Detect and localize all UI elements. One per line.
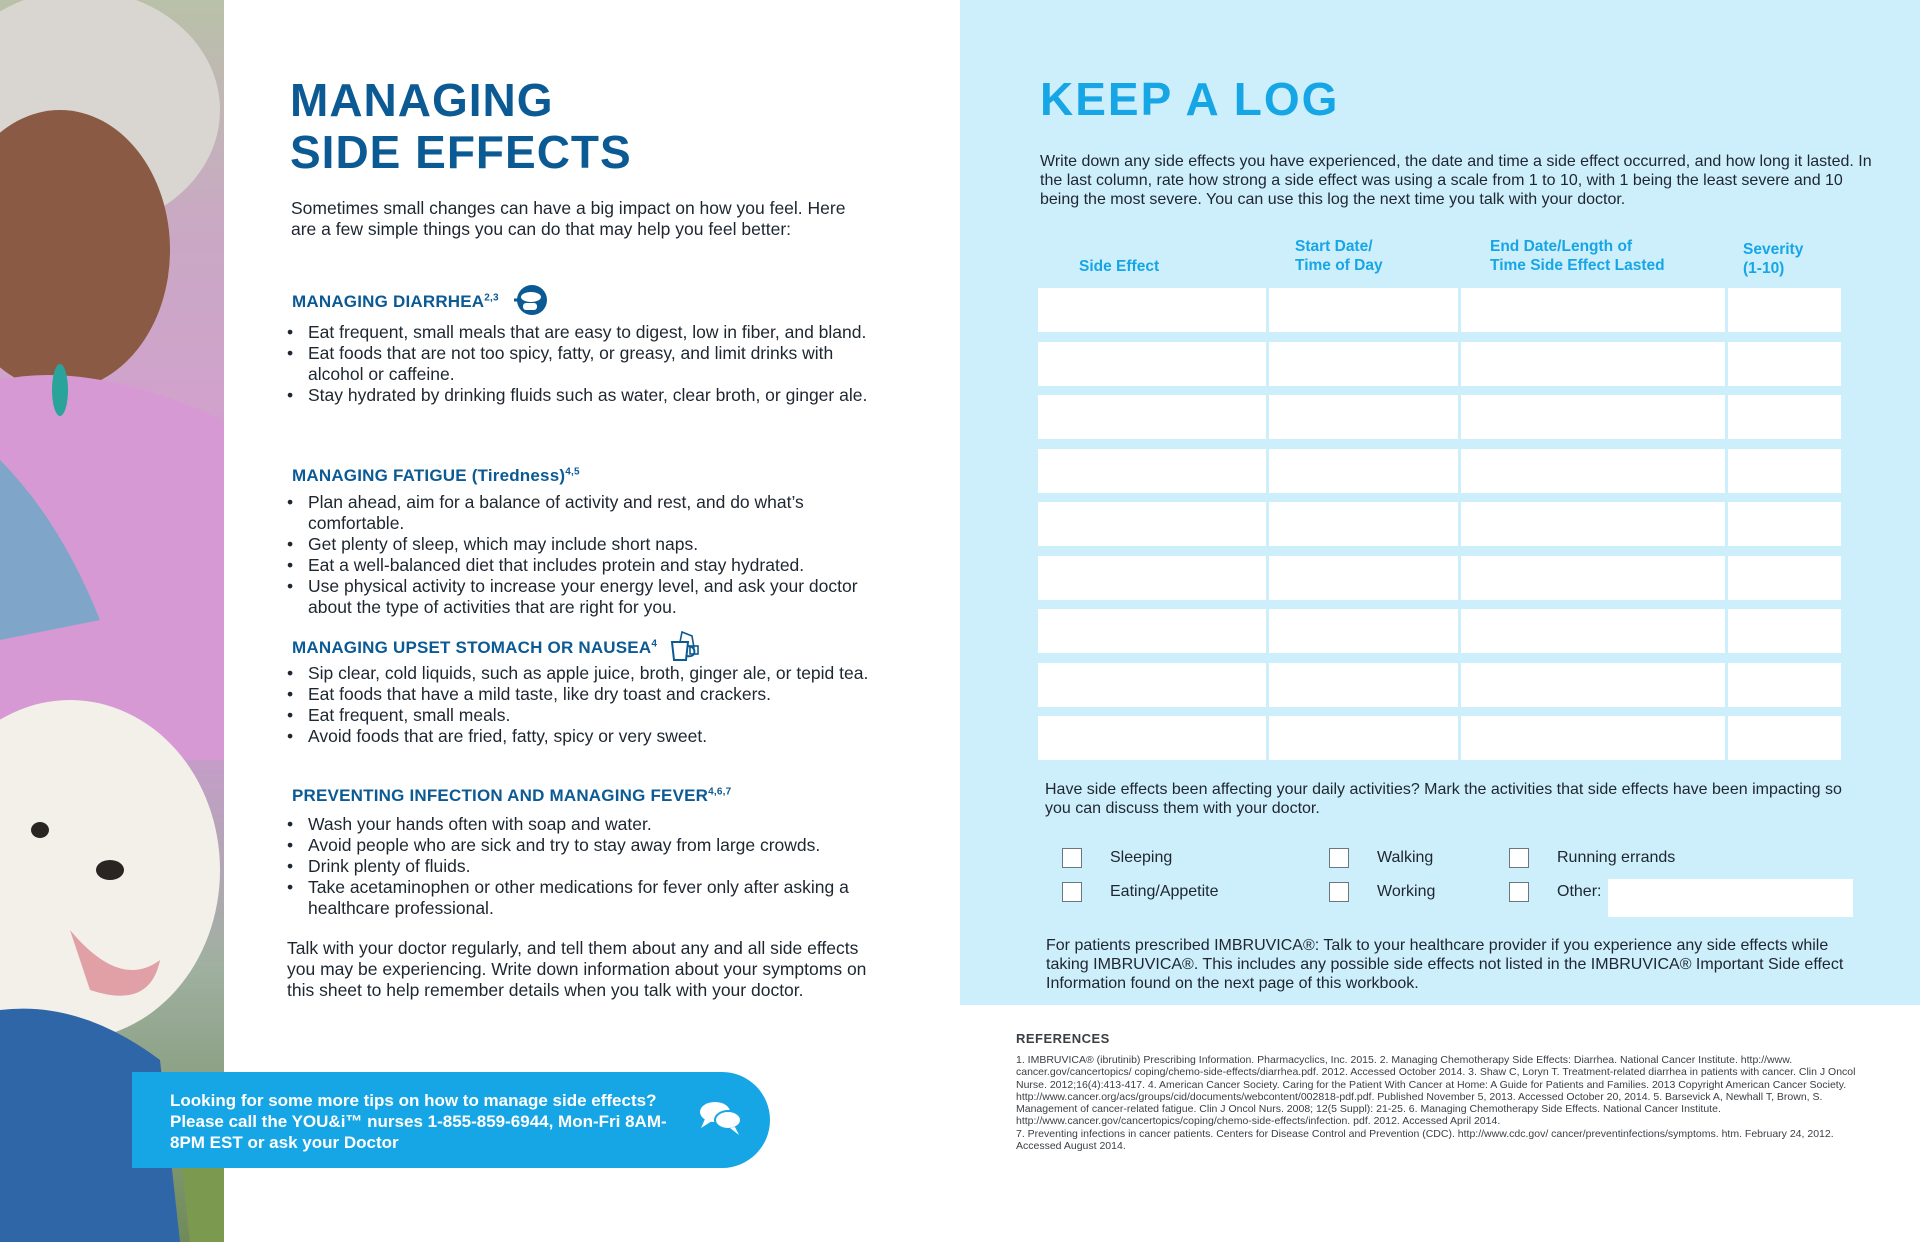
heading-infection-sup: 4,6,7 [708, 786, 732, 798]
table-row [1038, 663, 1841, 707]
other-activity-input[interactable] [1608, 879, 1853, 917]
log-intro: Write down any side effects you have experienced, the date and time a side effect occurred, and how long it lasted. In the last column, rate how strong a side effect was using a scale from 1 to 10, with 1 being the least severe and 10 being the most severe. You can use this log the next time you talk with your doctor. [1040, 153, 1872, 208]
checkbox-box[interactable] [1329, 848, 1349, 868]
photo-illustration [0, 0, 224, 1242]
cell-side-effect[interactable] [1038, 449, 1266, 493]
col-header-start [1295, 237, 1383, 275]
table-row [1038, 556, 1841, 600]
col-header-side-effect: Side Effect [1079, 258, 1160, 275]
tea-icon [668, 630, 702, 667]
cell-end[interactable] [1461, 609, 1725, 653]
cell-end[interactable] [1461, 395, 1725, 439]
cell-start[interactable] [1269, 342, 1458, 386]
title-line-1: MANAGING [290, 74, 554, 126]
heading-infection-text: PREVENTING INFECTION AND MANAGING FEVER [292, 786, 709, 805]
patient-photo [0, 0, 224, 1242]
list-item: • Take acetaminophen or other medications for fever only after asking a healthcare professional. [287, 877, 887, 919]
side-effect-log-table [1038, 288, 1841, 770]
cell-start[interactable] [1269, 663, 1458, 707]
cell-severity[interactable] [1728, 716, 1841, 760]
checkbox-working[interactable] [1329, 882, 1435, 902]
chat-bubbles-icon [697, 1098, 745, 1138]
checkbox-label: Walking [1377, 849, 1434, 866]
cell-severity[interactable] [1728, 502, 1841, 546]
cell-end[interactable] [1461, 502, 1725, 546]
list-item: • Eat a well-balanced diet that includes protein and stay hydrated. [287, 555, 887, 576]
cell-severity[interactable] [1728, 609, 1841, 653]
page-title-right: KEEP A LOG [1040, 73, 1340, 125]
intro-text: Sometimes small changes can have a big impact on how you feel. Here are a few simple things you can do that may help you feel better: [291, 198, 846, 239]
col-header-severity [1743, 240, 1803, 278]
table-row [1038, 449, 1841, 493]
cell-severity[interactable] [1728, 663, 1841, 707]
checkbox-label: Working [1377, 883, 1436, 900]
cell-side-effect[interactable] [1038, 556, 1266, 600]
col-header-end [1490, 237, 1665, 275]
checkbox-label: Running errands [1557, 849, 1676, 866]
table-row [1038, 502, 1841, 546]
col-header-end-line1: End Date/Length of [1490, 238, 1633, 255]
list-item: • Stay hydrated by drinking fluids such as water, clear broth, or ginger ale. [287, 385, 887, 406]
cell-side-effect[interactable] [1038, 663, 1266, 707]
list-item: • Use physical activity to increase your energy level, and ask your doctor about the type of activities that are right for you. [287, 576, 887, 618]
cell-start[interactable] [1269, 449, 1458, 493]
list-infection [287, 814, 887, 919]
list-item: • Eat frequent, small meals that are easy to digest, low in fiber, and bland. [287, 322, 887, 343]
references-heading: REFERENCES [1016, 1031, 1110, 1046]
cell-side-effect[interactable] [1038, 716, 1266, 760]
cell-start[interactable] [1269, 395, 1458, 439]
list-item: • Get plenty of sleep, which may include short naps. [287, 534, 887, 555]
col-header-severity-line2: (1-10) [1743, 260, 1785, 277]
col-header-start-line2: Time of Day [1295, 257, 1383, 274]
cell-start[interactable] [1269, 556, 1458, 600]
cell-severity[interactable] [1728, 395, 1841, 439]
cell-severity[interactable] [1728, 556, 1841, 600]
cell-start[interactable] [1269, 609, 1458, 653]
list-fatigue [287, 492, 887, 618]
checkbox-box[interactable] [1509, 848, 1529, 868]
list-diarrhea [287, 322, 887, 406]
heading-fatigue-sup: 4,5 [565, 466, 580, 478]
references-body [1016, 1054, 1866, 1152]
references-text-2: 7. Preventing infections in cancer patients. Centers for Disease Control and Prevention (CDC). http://www.cdc.gov/ cancer/preventinfections/symptoms. htm. February 24, 2012. Accessed August 2014. [1016, 1127, 1834, 1153]
cell-end[interactable] [1461, 663, 1725, 707]
table-row [1038, 342, 1841, 386]
checkbox-eating[interactable] [1062, 882, 1219, 902]
heading-nausea-sup: 4 [651, 638, 658, 650]
cell-side-effect[interactable] [1038, 288, 1266, 332]
list-item: • Avoid foods that are fried, fatty, spicy or very sweet. [287, 726, 887, 747]
checkbox-box[interactable] [1062, 848, 1082, 868]
col-header-end-line2: Time Side Effect Lasted [1490, 257, 1665, 274]
list-item: • Plan ahead, aim for a balance of activity and rest, and do what’s comfortable. [287, 492, 887, 534]
cell-end[interactable] [1461, 288, 1725, 332]
table-row [1038, 395, 1841, 439]
cell-severity[interactable] [1728, 342, 1841, 386]
cell-side-effect[interactable] [1038, 395, 1266, 439]
cell-start[interactable] [1269, 288, 1458, 332]
nurse-callout [132, 1072, 770, 1168]
cell-side-effect[interactable] [1038, 609, 1266, 653]
checkbox-box[interactable] [1509, 882, 1529, 902]
cell-end[interactable] [1461, 556, 1725, 600]
heading-diarrhea-text: MANAGING DIARRHEA [292, 291, 485, 311]
cell-end[interactable] [1461, 449, 1725, 493]
title-line-2: SIDE EFFECTS [290, 126, 632, 178]
checkbox-running-errands[interactable] [1509, 848, 1675, 868]
checkbox-label: Sleeping [1110, 849, 1173, 866]
heading-nausea-text: MANAGING UPSET STOMACH OR NAUSEA [292, 637, 652, 657]
heading-fatigue-text: MANAGING FATIGUE (Tiredness) [292, 466, 566, 485]
page-title-left [290, 74, 632, 178]
list-item: • Wash your hands often with soap and water. [287, 814, 887, 835]
checkbox-box[interactable] [1329, 882, 1349, 902]
cell-start[interactable] [1269, 502, 1458, 546]
table-row [1038, 716, 1841, 760]
cell-severity[interactable] [1728, 449, 1841, 493]
callout-text: Looking for some more tips on how to manage side effects? Please call the YOU&i™ nurses 1-855-859-6944, Mon-Fri 8AM-8PM EST or ask your Doctor [170, 1091, 667, 1152]
heading-infection [292, 786, 731, 806]
activities-question: Have side effects been affecting your daily activities? Mark the activities that side effects have been impacting so you can discuss them with your doctor. [1045, 781, 1842, 817]
list-item: • Avoid people who are sick and try to stay away from large crowds. [287, 835, 887, 856]
checkbox-label: Other: [1557, 883, 1602, 900]
cell-end[interactable] [1461, 716, 1725, 760]
checkbox-other[interactable] [1509, 882, 1601, 902]
checkbox-label: Eating/Appetite [1110, 883, 1219, 900]
closing-text: Talk with your doctor regularly, and tell them about any and all side effects you may be experiencing. Write down information about your symptoms on this sheet to help remember details when you talk with your doctor. [287, 938, 867, 1000]
cell-start[interactable] [1269, 716, 1458, 760]
heading-fatigue [292, 466, 580, 486]
list-nausea [287, 663, 887, 747]
cell-side-effect[interactable] [1038, 342, 1266, 386]
cell-severity[interactable] [1728, 288, 1841, 332]
list-item: • Eat foods that have a mild taste, like dry toast and crackers. [287, 684, 887, 705]
list-item: • Sip clear, cold liquids, such as apple juice, broth, ginger ale, or tepid tea. [287, 663, 887, 684]
checkbox-box[interactable] [1062, 882, 1082, 902]
list-item: • Eat foods that are not too spicy, fatty, or greasy, and limit drinks with alcohol or caffeine. [287, 343, 887, 385]
col-header-severity-line1: Severity [1743, 241, 1804, 258]
col-header-start-line1: Start Date/ [1295, 238, 1373, 255]
cell-end[interactable] [1461, 342, 1725, 386]
imbruvica-note: For patients prescribed IMBRUVICA®: Talk to your healthcare provider if you experience any side effects while taking IMBRUVICA®. This includes any possible side effects not listed in the IMBRUVICA® Important Side effect Information found on the next page of this workbook. [1046, 937, 1844, 992]
list-item: • Drink plenty of fluids. [287, 856, 887, 877]
heading-nausea [292, 630, 702, 667]
heading-diarrhea [292, 284, 550, 321]
cell-side-effect[interactable] [1038, 502, 1266, 546]
heading-diarrhea-sup: 2,3 [484, 292, 499, 304]
checkbox-walking[interactable] [1329, 848, 1433, 868]
table-row [1038, 288, 1841, 332]
toilet-icon [510, 284, 550, 321]
table-row [1038, 609, 1841, 653]
checkbox-sleeping[interactable] [1062, 848, 1172, 868]
list-item: • Eat frequent, small meals. [287, 705, 887, 726]
references-text-1: 1. IMBRUVICA® (ibrutinib) Prescribing Information. Pharmacyclics, Inc. 2015. 2. Managing Chemotherapy Side Effects: Diarrhea. National Cancer Institute. http://www. cancer.gov/cancertopics/ coping/chemo-side-effects/diarrhea.pdf. 2012. Accessed October 2014. 3. Shaw C, Loryn T. Treatment-related diarrhea in patients with cancer. Clin J Oncol Nurse. 2012;16(4):413-417. 4. American Cancer Society. Caring for the Patient With Cancer at Home: A Guide for Patients and Families. 2013 Copyright American Cancer Society. http://www.cancer.org/acs/groups/cid/documents/webcontent/002818-pdf.pdf. Published November 5, 2013. Accessed October 20, 2014. 5. Barsevick A, Newhall T, Brown, S. Management of cancer-related fatigue. Clin J Oncol Nurs. 2008; 12(5 Suppl): 21-25. 6. Managing Chemotherapy Side Effects. National Cancer Institute. http://www.cancer.gov/cancertopics/coping/chemo-side-effects/infection. pdf. 2012. Accessed April 2014. [1016, 1054, 1856, 1128]
left-page [224, 0, 960, 1242]
